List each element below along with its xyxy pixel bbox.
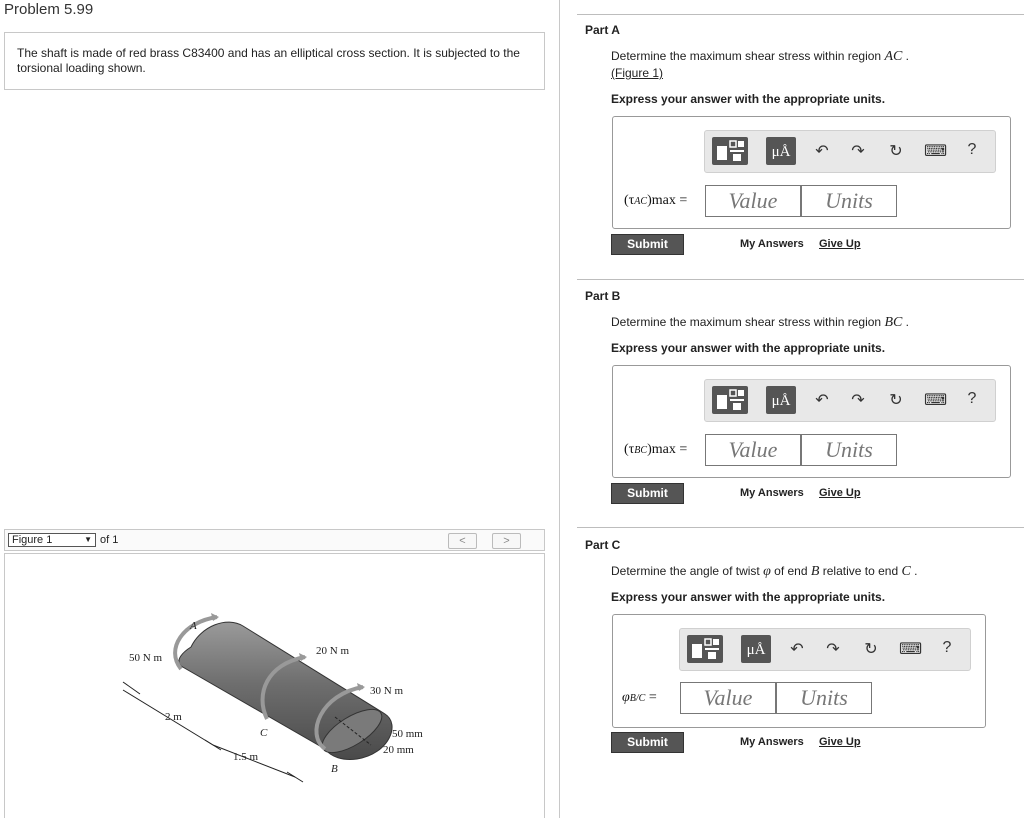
part-c-value-input[interactable]: Value [680, 682, 776, 714]
part-a-lhs-end: )max = [647, 193, 688, 208]
part-b-give-up[interactable]: Give Up [819, 487, 861, 499]
part-b-question-end: . [902, 315, 909, 329]
part-a-value-input[interactable]: Value [705, 185, 801, 217]
dim-tick-a [123, 682, 140, 694]
part-a-submit-button[interactable]: Submit [611, 234, 684, 255]
keyboard-icon[interactable]: ⌨ [899, 641, 923, 658]
part-c-question-end: . [910, 564, 918, 578]
redo-icon[interactable]: ↷ [851, 392, 865, 409]
part-a-question-text: Determine the maximum shear stress within region [611, 49, 885, 63]
part-b-question [611, 315, 909, 331]
figure-link[interactable]: (Figure 1) [611, 66, 664, 80]
part-c-units-input[interactable]: Units [776, 682, 872, 714]
keyboard-icon[interactable]: ⌨ [924, 143, 948, 160]
figure-prev-button[interactable]: < [448, 533, 477, 549]
units-button[interactable]: μÅ [766, 137, 796, 165]
part-b-question-text: Determine the maximum shear stress within region [611, 315, 885, 329]
part-a-question [611, 49, 909, 65]
label-b: B [331, 763, 338, 775]
undo-icon[interactable]: ↶ [815, 392, 829, 409]
part-a-divider [577, 14, 1024, 15]
part-b-title[interactable]: Part B [585, 289, 621, 303]
reset-icon[interactable]: ↻ [864, 641, 878, 658]
templates-button[interactable] [712, 137, 748, 165]
part-b-answer-label [624, 442, 687, 458]
part-b-symbol: (τ [624, 442, 635, 457]
label-length-2m: 2 m [165, 711, 182, 723]
part-c-submit-button[interactable]: Submit [611, 732, 684, 753]
part-c-end-c: C [901, 564, 911, 579]
part-c-give-up[interactable]: Give Up [819, 736, 861, 748]
part-b-subscript: BC [634, 445, 648, 456]
part-a-instructions: Express your answer with the appropriate units. [611, 92, 886, 106]
template-icon [687, 635, 723, 663]
part-b-submit-button[interactable]: Submit [611, 483, 684, 504]
column-divider [559, 0, 560, 818]
problem-statement-box [4, 32, 545, 90]
figure-next-button[interactable]: > [492, 533, 521, 549]
redo-icon[interactable]: ↷ [851, 143, 865, 160]
part-c-phi: φ [763, 564, 771, 579]
units-button[interactable]: μÅ [741, 635, 771, 663]
figure-select[interactable] [8, 533, 96, 547]
problem-statement: The shaft is made of red brass C83400 and has an elliptical cross section. It is subjected to the torsional loading shown. [17, 46, 520, 75]
template-icon [712, 137, 748, 165]
redo-icon[interactable]: ↷ [826, 641, 840, 658]
part-a-title[interactable]: Part A [585, 23, 620, 37]
part-b-my-answers[interactable]: My Answers [740, 487, 804, 499]
units-button[interactable]: μÅ [766, 386, 796, 414]
part-c-question [611, 564, 918, 580]
part-c-question-text: Determine the angle of twist [611, 564, 764, 578]
dim-tick-c [205, 740, 221, 750]
figure-area [4, 553, 545, 818]
part-a-my-answers[interactable]: My Answers [740, 238, 804, 250]
part-b-units-input[interactable]: Units [801, 434, 897, 466]
label-dim-50mm: 50 mm [392, 728, 423, 740]
reset-icon[interactable]: ↻ [889, 392, 903, 409]
part-c-title[interactable]: Part C [585, 538, 621, 552]
templates-button[interactable] [687, 635, 723, 663]
part-c-my-answers[interactable]: My Answers [740, 736, 804, 748]
label-length-15m: 1.5 m [233, 751, 259, 763]
part-b-divider [577, 279, 1024, 280]
part-c-question-mid: of end [770, 564, 811, 578]
part-a-units-input[interactable]: Units [801, 185, 897, 217]
part-a-region: AC [884, 49, 903, 64]
part-a-question-end: . [902, 49, 909, 63]
label-torque-50: 50 N m [129, 652, 162, 664]
help-icon[interactable]: ? [967, 141, 977, 158]
part-c-end-b: B [810, 564, 820, 579]
label-torque-20: 20 N m [316, 645, 349, 657]
label-a: A [190, 620, 197, 632]
part-b-instructions: Express your answer with the appropriate units. [611, 341, 886, 355]
figure-count: of 1 [100, 534, 119, 546]
help-icon[interactable]: ? [942, 639, 952, 656]
part-b-region: BC [884, 315, 903, 330]
shaft-figure [5, 554, 544, 819]
part-c-divider [577, 527, 1024, 528]
templates-button[interactable] [712, 386, 748, 414]
template-icon [712, 386, 748, 414]
help-icon[interactable]: ? [967, 390, 977, 407]
reset-icon[interactable]: ↻ [889, 143, 903, 160]
label-c: C [260, 727, 268, 739]
figure-select-label: Figure 1 [12, 534, 53, 546]
part-c-subscript: B/C [629, 693, 646, 704]
keyboard-icon[interactable]: ⌨ [924, 392, 948, 409]
part-a-answer-label [624, 193, 687, 209]
part-b-lhs-end: )max = [647, 442, 688, 457]
part-c-symbol: φ [622, 690, 630, 705]
part-a-subscript: AC [634, 196, 648, 207]
part-c-answer-label [622, 690, 657, 706]
part-a-give-up[interactable]: Give Up [819, 238, 861, 250]
chevron-down-icon: ▼ [84, 535, 92, 544]
problem-title: Problem 5.99 [4, 1, 94, 18]
label-dim-20mm: 20 mm [383, 744, 414, 756]
part-c-lhs-end: = [645, 690, 657, 705]
dim-tick-b [287, 772, 303, 782]
undo-icon[interactable]: ↶ [815, 143, 829, 160]
part-b-value-input[interactable]: Value [705, 434, 801, 466]
undo-icon[interactable]: ↶ [790, 641, 804, 658]
part-a-symbol: (τ [624, 193, 635, 208]
part-c-instructions: Express your answer with the appropriate units. [611, 590, 886, 604]
part-c-question-mid2: relative to end [819, 564, 902, 578]
label-torque-30: 30 N m [370, 685, 403, 697]
